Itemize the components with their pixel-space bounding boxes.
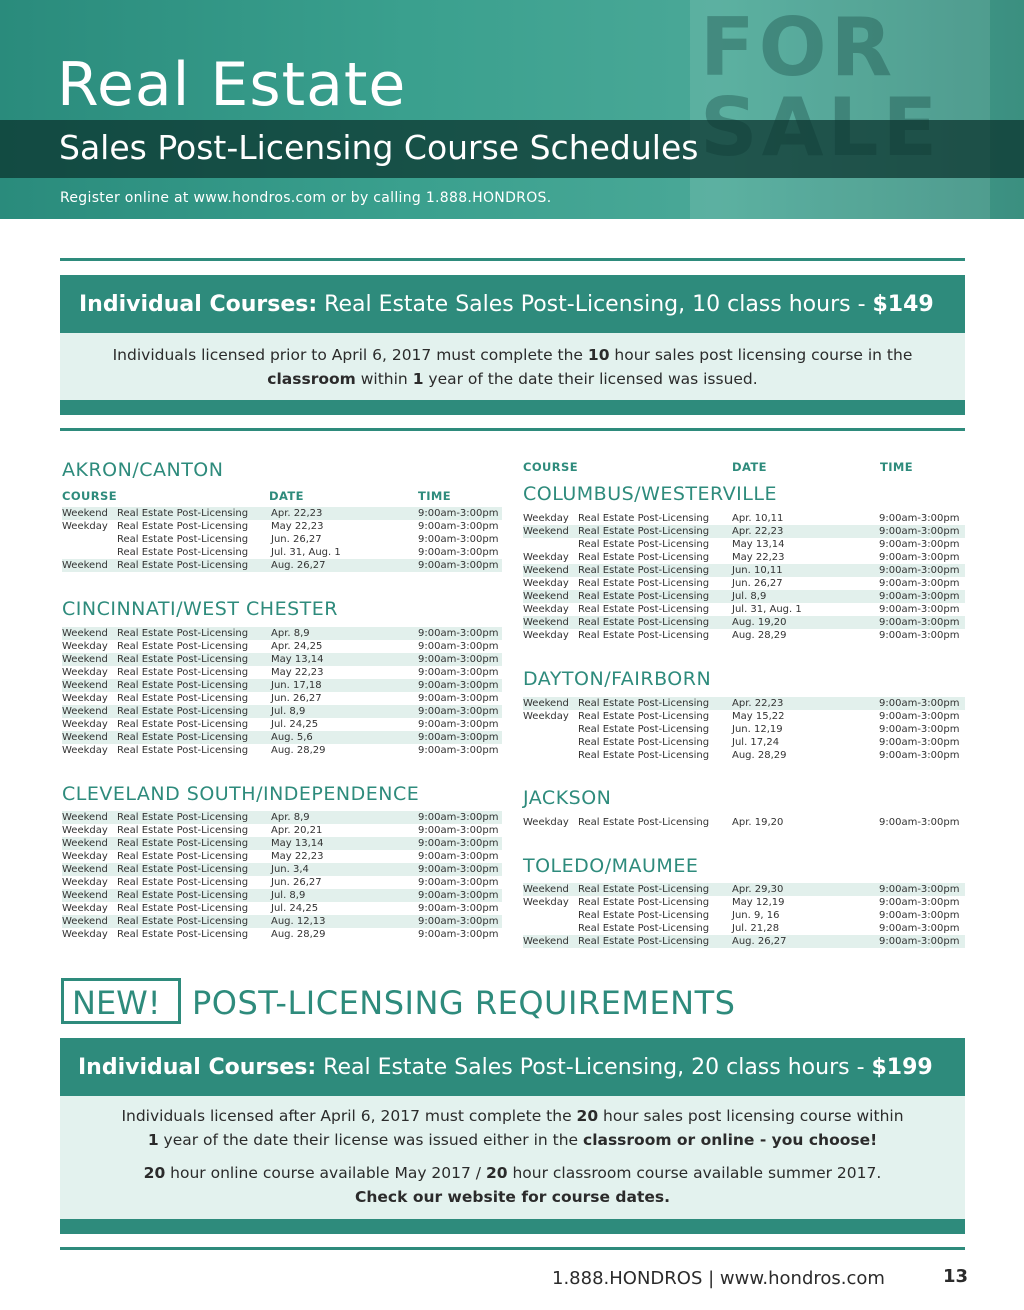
row-date: Jul. 21,28 — [732, 923, 780, 934]
header-label: Individual Courses: — [79, 291, 318, 317]
col-time: TIME — [418, 489, 452, 503]
row-date: Apr. 10,11 — [732, 513, 784, 524]
row-day: Weekday — [62, 719, 108, 730]
row-date: Aug. 28,29 — [271, 745, 326, 756]
row-day: Weekday — [523, 630, 569, 641]
row-date: Aug. 12,13 — [271, 916, 326, 927]
row-time: 9:00am-3:00pm — [418, 706, 499, 717]
row-time: 9:00am-3:00pm — [879, 698, 960, 709]
course-box-body-10hr: Individuals licensed prior to April 6, 2017 must complete the 10 hour sales post licensing course in the classroom within 1 year of the date their licensed was issued. — [60, 333, 965, 400]
row-course: Real Estate Post-Licensing — [117, 534, 249, 545]
box-footer-bar — [60, 1219, 965, 1234]
row-course: Real Estate Post-Licensing — [578, 884, 710, 895]
box-footer-bar — [60, 400, 965, 415]
table-row — [523, 512, 965, 525]
row-time: 9:00am-3:00pm — [418, 890, 499, 901]
table-row — [62, 692, 502, 705]
divider — [60, 258, 965, 261]
row-course: Real Estate Post-Licensing — [578, 897, 710, 908]
row-time: 9:00am-3:00pm — [879, 750, 960, 761]
row-time: 9:00am-3:00pm — [879, 539, 960, 550]
schedule-table-dayton — [523, 697, 965, 762]
row-time: 9:00am-3:00pm — [418, 864, 499, 875]
row-time: 9:00am-3:00pm — [879, 591, 960, 602]
row-date: May 22,23 — [271, 521, 324, 532]
row-time: 9:00am-3:00pm — [879, 711, 960, 722]
row-day: Weekday — [62, 745, 108, 756]
row-time: 9:00am-3:00pm — [418, 547, 499, 558]
table-row — [62, 507, 502, 520]
row-course: Real Estate Post-Licensing — [578, 578, 710, 589]
schedule-table-cleveland — [62, 811, 502, 941]
row-time: 9:00am-3:00pm — [879, 565, 960, 576]
row-day: Weekend — [62, 706, 108, 717]
row-course: Real Estate Post-Licensing — [578, 539, 710, 550]
course-box-header-10hr — [60, 275, 965, 333]
price: $149 — [872, 291, 934, 317]
row-date: Aug. 5,6 — [271, 732, 313, 743]
row-course: Real Estate Post-Licensing — [117, 732, 249, 743]
row-course: Real Estate Post-Licensing — [117, 890, 249, 901]
row-time: 9:00am-3:00pm — [418, 732, 499, 743]
table-row — [62, 915, 502, 928]
table-row — [523, 525, 965, 538]
row-date: Apr. 29,30 — [732, 884, 784, 895]
row-course: Real Estate Post-Licensing — [117, 825, 249, 836]
row-date: Jul. 17,24 — [732, 737, 780, 748]
row-date: May 22,23 — [732, 552, 785, 563]
row-time: 9:00am-3:00pm — [879, 552, 960, 563]
row-course: Real Estate Post-Licensing — [117, 719, 249, 730]
table-row — [523, 603, 965, 616]
row-time: 9:00am-3:00pm — [418, 534, 499, 545]
table-row — [523, 883, 965, 896]
row-course: Real Estate Post-Licensing — [117, 706, 249, 717]
row-time: 9:00am-3:00pm — [418, 508, 499, 519]
row-day: Weekend — [62, 628, 108, 639]
row-course: Real Estate Post-Licensing — [578, 552, 710, 563]
table-row — [523, 723, 965, 736]
table-row — [523, 577, 965, 590]
table-row — [62, 850, 502, 863]
row-course: Real Estate Post-Licensing — [117, 560, 249, 571]
row-course: Real Estate Post-Licensing — [578, 910, 710, 921]
row-date: Aug. 19,20 — [732, 617, 787, 628]
divider — [60, 1247, 965, 1250]
header-text: Real Estate Sales Post-Licensing, 10 class hours - — [317, 291, 873, 317]
col-date: DATE — [732, 460, 767, 474]
row-day: Weekend — [62, 812, 108, 823]
schedule-table-jackson — [523, 816, 965, 829]
row-day: Weekend — [62, 508, 108, 519]
row-date: Jun. 26,27 — [271, 534, 322, 545]
row-time: 9:00am-3:00pm — [418, 916, 499, 927]
table-row — [523, 710, 965, 723]
row-day: Weekend — [523, 591, 569, 602]
row-time: 9:00am-3:00pm — [879, 817, 960, 828]
table-row — [62, 666, 502, 679]
row-day: Weekday — [62, 693, 108, 704]
table-row — [62, 731, 502, 744]
footer-contact: 1.888.HONDROS | www.hondros.com — [552, 1268, 885, 1289]
table-row — [523, 538, 965, 551]
price: $199 — [871, 1054, 933, 1080]
row-course: Real Estate Post-Licensing — [117, 851, 249, 862]
requirements-heading: POST-LICENSING REQUIREMENTS — [192, 984, 736, 1022]
row-day: Weekend — [62, 560, 108, 571]
row-date: Jul. 24,25 — [271, 719, 319, 730]
table-row — [62, 627, 502, 640]
row-time: 9:00am-3:00pm — [418, 680, 499, 691]
row-day: Weekend — [62, 838, 108, 849]
table-row — [62, 705, 502, 718]
row-day: Weekend — [62, 864, 108, 875]
city-heading: CLEVELAND SOUTH/INDEPENDENCE — [62, 783, 420, 805]
row-time: 9:00am-3:00pm — [418, 812, 499, 823]
row-course: Real Estate Post-Licensing — [578, 617, 710, 628]
row-day: Weekday — [523, 578, 569, 589]
row-day: Weekday — [62, 903, 108, 914]
row-time: 9:00am-3:00pm — [418, 654, 499, 665]
row-day: Weekday — [523, 513, 569, 524]
table-row — [523, 749, 965, 762]
table-row — [62, 811, 502, 824]
city-heading: DAYTON/FAIRBORN — [523, 668, 712, 690]
row-day: Weekend — [523, 884, 569, 895]
row-date: Jul. 24,25 — [271, 903, 319, 914]
row-time: 9:00am-3:00pm — [418, 719, 499, 730]
row-course: Real Estate Post-Licensing — [117, 916, 249, 927]
table-row — [62, 928, 502, 941]
table-row — [62, 718, 502, 731]
row-date: May 15,22 — [732, 711, 785, 722]
course-box-header-20hr — [60, 1038, 965, 1096]
col-course: COURSE — [523, 460, 578, 474]
city-heading: TOLEDO/MAUMEE — [523, 855, 699, 877]
header-banner — [0, 0, 1024, 219]
row-course: Real Estate Post-Licensing — [578, 698, 710, 709]
table-row — [62, 876, 502, 889]
row-date: Jun. 17,18 — [271, 680, 322, 691]
row-date: Aug. 26,27 — [732, 936, 787, 947]
row-date: Apr. 8,9 — [271, 628, 310, 639]
table-row — [523, 629, 965, 642]
row-time: 9:00am-3:00pm — [418, 877, 499, 888]
row-time: 9:00am-3:00pm — [879, 910, 960, 921]
for-sale-sign-text: FOR — [700, 1, 897, 94]
row-date: Jun. 26,27 — [271, 693, 322, 704]
row-time: 9:00am-3:00pm — [879, 923, 960, 934]
table-row — [523, 935, 965, 948]
row-day: Weekend — [62, 654, 108, 665]
row-time: 9:00am-3:00pm — [879, 630, 960, 641]
row-day: Weekend — [523, 698, 569, 709]
col-course: COURSE — [62, 489, 117, 503]
row-time: 9:00am-3:00pm — [418, 903, 499, 914]
table-row — [62, 679, 502, 692]
row-date: Apr. 22,23 — [271, 508, 323, 519]
row-time: 9:00am-3:00pm — [418, 641, 499, 652]
row-date: Jun. 9, 16 — [732, 910, 780, 921]
row-day: Weekend — [523, 617, 569, 628]
row-day: Weekday — [62, 641, 108, 652]
row-day: Weekend — [62, 916, 108, 927]
row-day: Weekday — [523, 552, 569, 563]
row-course: Real Estate Post-Licensing — [117, 877, 249, 888]
row-date: Jun. 10,11 — [732, 565, 783, 576]
row-course: Real Estate Post-Licensing — [117, 521, 249, 532]
row-course: Real Estate Post-Licensing — [578, 936, 710, 947]
row-course: Real Estate Post-Licensing — [117, 812, 249, 823]
row-date: Apr. 8,9 — [271, 812, 310, 823]
city-heading: CINCINNATI/WEST CHESTER — [62, 598, 338, 620]
header-label: Individual Courses: — [78, 1054, 317, 1080]
table-row — [62, 744, 502, 757]
table-row — [62, 653, 502, 666]
col-time: TIME — [880, 460, 914, 474]
table-row — [523, 551, 965, 564]
row-course: Real Estate Post-Licensing — [117, 903, 249, 914]
row-day: Weekend — [62, 890, 108, 901]
row-course: Real Estate Post-Licensing — [578, 565, 710, 576]
row-course: Real Estate Post-Licensing — [578, 737, 710, 748]
row-date: Jun. 3,4 — [271, 864, 309, 875]
row-date: Jun. 26,27 — [732, 578, 783, 589]
row-course: Real Estate Post-Licensing — [578, 711, 710, 722]
row-date: Jun. 12,19 — [732, 724, 783, 735]
row-course: Real Estate Post-Licensing — [117, 838, 249, 849]
row-course: Real Estate Post-Licensing — [117, 745, 249, 756]
row-course: Real Estate Post-Licensing — [117, 680, 249, 691]
page-subtitle: Sales Post-Licensing Course Schedules — [59, 128, 699, 167]
row-time: 9:00am-3:00pm — [879, 884, 960, 895]
row-day: Weekend — [62, 732, 108, 743]
table-row — [523, 896, 965, 909]
row-course: Real Estate Post-Licensing — [578, 750, 710, 761]
row-time: 9:00am-3:00pm — [879, 604, 960, 615]
row-day: Weekday — [62, 521, 108, 532]
row-time: 9:00am-3:00pm — [879, 936, 960, 947]
row-date: Apr. 20,21 — [271, 825, 323, 836]
city-heading: JACKSON — [523, 787, 612, 809]
row-day: Weekend — [523, 936, 569, 947]
row-course: Real Estate Post-Licensing — [117, 641, 249, 652]
row-date: Aug. 28,29 — [732, 750, 787, 761]
row-course: Real Estate Post-Licensing — [117, 864, 249, 875]
row-course: Real Estate Post-Licensing — [117, 508, 249, 519]
row-time: 9:00am-3:00pm — [879, 724, 960, 735]
table-row — [523, 697, 965, 710]
row-course: Real Estate Post-Licensing — [578, 817, 710, 828]
row-date: May 22,23 — [271, 667, 324, 678]
row-time: 9:00am-3:00pm — [418, 929, 499, 940]
row-day: Weekday — [62, 667, 108, 678]
row-time: 9:00am-3:00pm — [418, 667, 499, 678]
row-day: Weekend — [62, 680, 108, 691]
row-day: Weekend — [523, 526, 569, 537]
row-course: Real Estate Post-Licensing — [578, 923, 710, 934]
col-date: DATE — [269, 489, 304, 503]
row-time: 9:00am-3:00pm — [879, 513, 960, 524]
row-day: Weekday — [523, 604, 569, 615]
row-course: Real Estate Post-Licensing — [578, 604, 710, 615]
row-course: Real Estate Post-Licensing — [117, 667, 249, 678]
row-time: 9:00am-3:00pm — [418, 693, 499, 704]
row-course: Real Estate Post-Licensing — [117, 654, 249, 665]
row-time: 9:00am-3:00pm — [879, 737, 960, 748]
table-row — [62, 546, 502, 559]
table-row — [62, 824, 502, 837]
schedule-table-toledo — [523, 883, 965, 948]
row-date: May 12,19 — [732, 897, 785, 908]
row-day: Weekday — [523, 897, 569, 908]
row-course: Real Estate Post-Licensing — [578, 724, 710, 735]
table-row — [523, 922, 965, 935]
row-day: Weekday — [62, 877, 108, 888]
row-day: Weekday — [62, 851, 108, 862]
table-row — [523, 909, 965, 922]
row-date: Aug. 26,27 — [271, 560, 326, 571]
row-course: Real Estate Post-Licensing — [117, 693, 249, 704]
page-title: Real Estate — [57, 50, 407, 120]
row-course: Real Estate Post-Licensing — [578, 630, 710, 641]
row-date: Apr. 19,20 — [732, 817, 784, 828]
row-day: Weekday — [523, 711, 569, 722]
city-heading: COLUMBUS/WESTERVILLE — [523, 483, 777, 505]
new-badge: NEW! — [72, 984, 161, 1022]
row-course: Real Estate Post-Licensing — [117, 929, 249, 940]
table-row — [523, 736, 965, 749]
row-date: Jul. 8,9 — [271, 706, 306, 717]
row-course: Real Estate Post-Licensing — [578, 513, 710, 524]
row-time: 9:00am-3:00pm — [418, 560, 499, 571]
row-date: Apr. 22,23 — [732, 526, 784, 537]
row-time: 9:00am-3:00pm — [879, 526, 960, 537]
row-time: 9:00am-3:00pm — [418, 838, 499, 849]
row-time: 9:00am-3:00pm — [879, 617, 960, 628]
row-date: Apr. 24,25 — [271, 641, 323, 652]
divider — [60, 428, 965, 431]
row-time: 9:00am-3:00pm — [418, 628, 499, 639]
table-row — [62, 902, 502, 915]
schedule-table-akron — [62, 507, 502, 572]
row-time: 9:00am-3:00pm — [879, 897, 960, 908]
row-date: Jul. 31, Aug. 1 — [271, 547, 341, 558]
city-heading: AKRON/CANTON — [62, 459, 224, 481]
row-date: Aug. 28,29 — [271, 929, 326, 940]
row-date: Jul. 8,9 — [732, 591, 767, 602]
table-row — [62, 559, 502, 572]
table-row — [523, 816, 965, 829]
row-date: May 22,23 — [271, 851, 324, 862]
row-date: Jul. 8,9 — [271, 890, 306, 901]
schedule-table-columbus — [523, 512, 965, 642]
row-date: Jul. 31, Aug. 1 — [732, 604, 802, 615]
row-date: May 13,14 — [271, 654, 324, 665]
course-box-body-20hr: Individuals licensed after April 6, 2017 must complete the 20 hour sales post licensing course within 1 year of the date their license was issued either in the classroom or online - you choose! 20 hour online course available May 2017 / 20 hour classroom course available summer 2017. Check our website for course dates. — [60, 1096, 965, 1219]
row-date: May 13,14 — [271, 838, 324, 849]
row-day: Weekend — [523, 565, 569, 576]
row-course: Real Estate Post-Licensing — [578, 526, 710, 537]
table-row — [523, 564, 965, 577]
row-course: Real Estate Post-Licensing — [117, 628, 249, 639]
table-row — [62, 889, 502, 902]
table-row — [523, 590, 965, 603]
row-time: 9:00am-3:00pm — [418, 825, 499, 836]
page-number: 13 — [943, 1266, 969, 1287]
row-date: Apr. 22,23 — [732, 698, 784, 709]
row-course: Real Estate Post-Licensing — [117, 547, 249, 558]
row-time: 9:00am-3:00pm — [879, 578, 960, 589]
table-row — [62, 533, 502, 546]
row-time: 9:00am-3:00pm — [418, 521, 499, 532]
table-row — [62, 640, 502, 653]
table-row — [62, 863, 502, 876]
row-day: Weekday — [523, 817, 569, 828]
header-text: Real Estate Sales Post-Licensing, 20 class hours - — [316, 1054, 872, 1080]
row-day: Weekday — [62, 825, 108, 836]
row-date: Jun. 26,27 — [271, 877, 322, 888]
row-date: Aug. 28,29 — [732, 630, 787, 641]
row-date: May 13,14 — [732, 539, 785, 550]
row-course: Real Estate Post-Licensing — [578, 591, 710, 602]
table-row — [523, 616, 965, 629]
table-row — [62, 837, 502, 850]
schedule-table-cincinnati — [62, 627, 502, 757]
row-day: Weekday — [62, 929, 108, 940]
row-time: 9:00am-3:00pm — [418, 851, 499, 862]
register-note: Register online at www.hondros.com or by calling 1.888.HONDROS. — [60, 190, 552, 206]
row-time: 9:00am-3:00pm — [418, 745, 499, 756]
table-row — [62, 520, 502, 533]
